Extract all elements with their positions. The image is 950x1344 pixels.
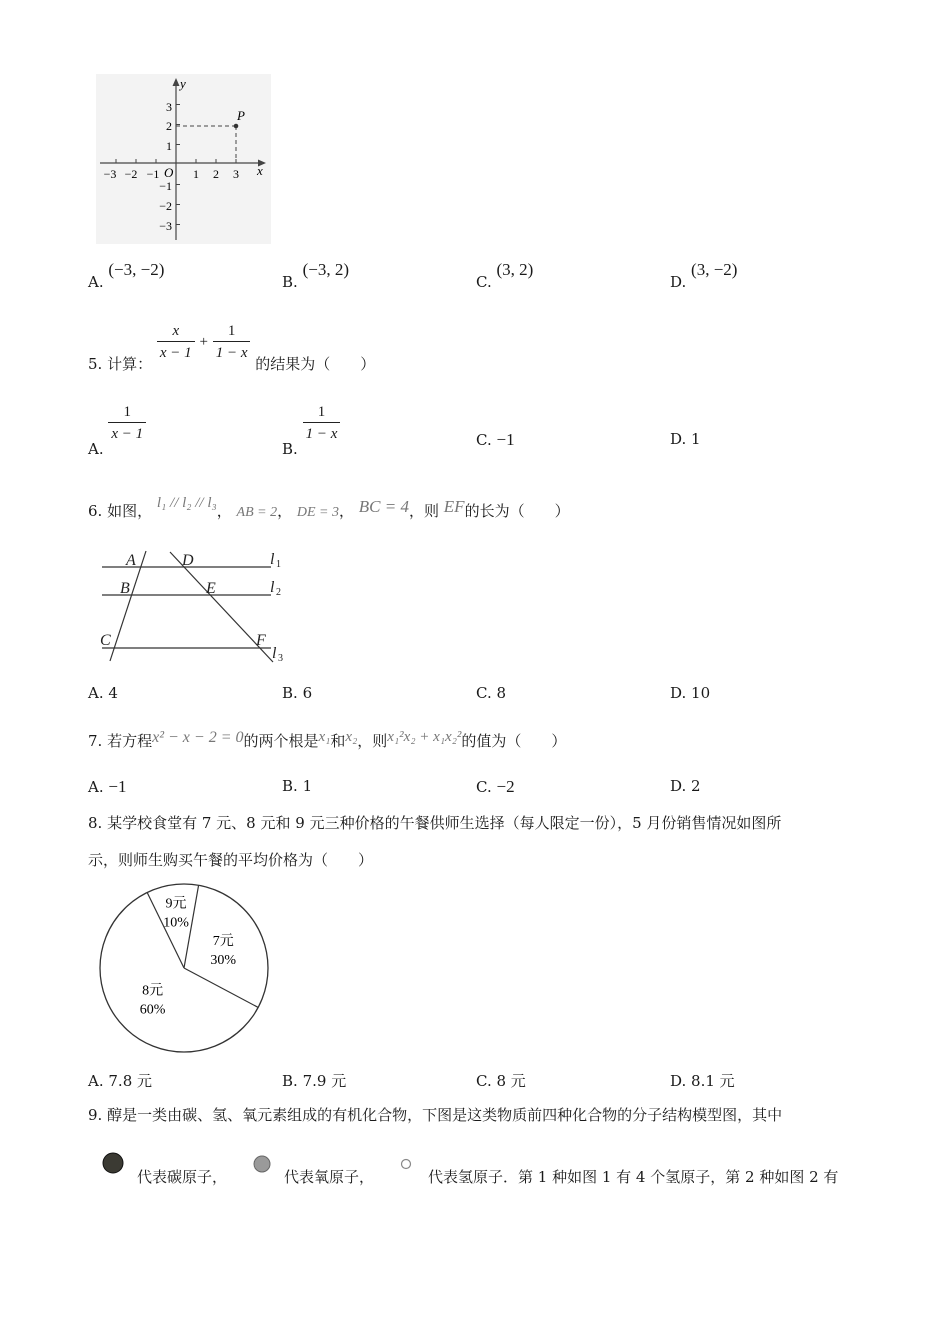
hydrogen-atom-icon [399, 1157, 413, 1171]
y-tick-label: 3 [166, 100, 172, 114]
q6-option-c[interactable]: C. 8 [476, 684, 507, 702]
q8-option-c[interactable]: C. 8 元 [476, 1072, 526, 1090]
label-d: D [182, 552, 194, 569]
y-tick-label: 1 [166, 139, 172, 153]
q4-option-d[interactable]: D. (3, −2) [670, 260, 738, 291]
label-f: F [256, 632, 266, 649]
q7-option-c[interactable]: C. −2 [476, 777, 515, 796]
pie-category-label: 8元 [142, 983, 164, 999]
q7-option-b[interactable]: B. 1 [282, 777, 313, 795]
x-tick-label: 3 [233, 167, 239, 181]
q5-option-c[interactable]: C. −1 [476, 430, 515, 449]
q8-option-b[interactable]: B. 7.9 元 [282, 1072, 347, 1090]
y-tick-label: −2 [159, 199, 172, 213]
pie-category-label: 9元 [165, 896, 187, 912]
question-5: 5. 计算： $\frac{x}{x - 1}$ + $\frac{1}{1 - x}$ 的结果为（ ） [88, 323, 376, 373]
q7-option-a[interactable]: A. −1 [88, 777, 127, 796]
coordinate-graph [96, 74, 271, 244]
q5-option-d[interactable]: D. 1 [670, 430, 701, 448]
pie-chart [96, 880, 276, 1060]
q4-option-c[interactable]: C. (3, 2) [476, 260, 534, 291]
q4-option-a[interactable]: A. (−3, −2) [88, 260, 165, 291]
pie-percent-label: 10% [163, 915, 189, 931]
x-tick-label: 1 [193, 167, 199, 181]
q6-option-d[interactable]: D. 10 [670, 684, 711, 702]
x-tick-label: 2 [213, 167, 219, 181]
q6-option-b[interactable]: B. 6 [282, 684, 313, 702]
q5-option-b[interactable]: B. $\frac{1}{1 - x}$ [282, 402, 340, 445]
q4-option-b[interactable]: B. (−3, 2) [282, 260, 349, 291]
y-tick-label: 2 [166, 119, 172, 133]
y-tick-label: −3 [159, 219, 172, 233]
x-tick-label: −2 [124, 167, 138, 181]
origin-label: O [164, 165, 174, 180]
label-l2: l [270, 579, 275, 596]
label-a: A [126, 552, 136, 569]
x-tick-label: −1 [146, 167, 160, 181]
point-p-label: P [237, 108, 245, 123]
label-l3-sub: 3 [278, 653, 283, 664]
label-e: E [206, 580, 216, 597]
pie-percent-label: 60% [139, 1002, 166, 1018]
label-l3: l [272, 645, 277, 662]
hydrogen-legend-text: 代表氢原子．第 1 种如图 1 有 4 个氢原子，第 2 种如图 2 有 [428, 1168, 839, 1186]
question-8-line-2: 示，则师生购买午餐的平均价格为（ ） [88, 851, 374, 869]
q5-option-a[interactable]: A. $\frac{1}{x - 1}$ [88, 402, 146, 445]
pie-percent-label: 30% [210, 952, 237, 968]
question-7: 7. 若方程x² − x − 2 = 0的两个根是x₁和x₂，则x₁²x₂ + x₁x₂²的值为（ ） [88, 729, 567, 750]
label-l1-sub: 1 [276, 559, 281, 570]
q8-option-a[interactable]: A. 7.8 元 [88, 1072, 153, 1090]
label-l1: l [270, 551, 275, 568]
q6-option-a[interactable]: A. 4 [88, 684, 118, 702]
question-9-line-1: 9. 醇是一类由碳、氢、氧元素组成的有机化合物，下图是这类物质前四种化合物的分子结构模型图，其中 [88, 1106, 783, 1124]
oxygen-atom-icon [252, 1154, 272, 1174]
y-tick-label: −1 [159, 179, 172, 193]
pie-category-label: 7元 [212, 933, 234, 949]
label-b: B [120, 580, 130, 597]
y-axis-label: y [180, 76, 186, 91]
x-axis-label: x [257, 163, 263, 178]
label-l2-sub: 2 [276, 587, 281, 598]
q7-option-d[interactable]: D. 2 [670, 777, 701, 795]
point-p [234, 124, 239, 129]
carbon-atom-icon [101, 1151, 125, 1175]
parallel-lines-figure [96, 548, 296, 666]
q8-option-d[interactable]: D. 8.1 元 [670, 1072, 735, 1090]
label-c: C [100, 632, 111, 649]
x-tick-label: −3 [103, 167, 117, 181]
oxygen-legend-text: 代表氧原子， [284, 1168, 375, 1186]
question-6: 6. 如图， l₁ // l₂ // l₃， AB = 2， DE = 3， BC = 4，则 EF的长为（ ） [88, 495, 570, 520]
question-8-line-1: 8. 某学校食堂有 7 元、8 元和 9 元三种价格的午餐供师生选择（每人限定一份），5 月份销售情况如图所 [88, 814, 782, 832]
carbon-legend-text: 代表碳原子， [137, 1168, 228, 1186]
